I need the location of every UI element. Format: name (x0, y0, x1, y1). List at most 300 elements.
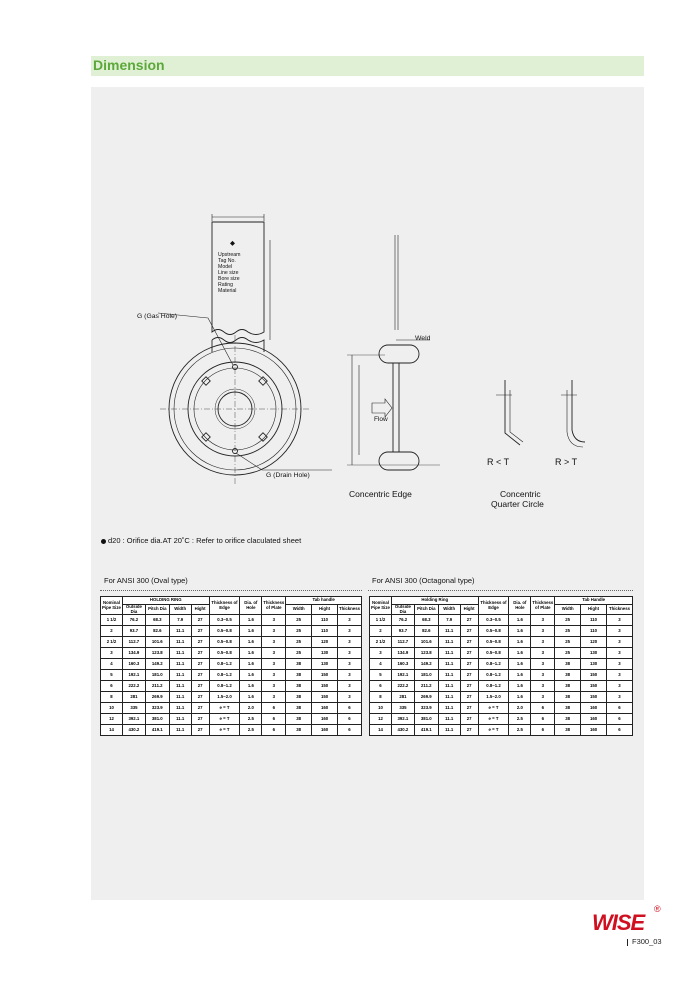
table-cell: 6 (262, 703, 286, 714)
table-cell: 11.1 (169, 714, 191, 725)
table-cell: 6 (606, 703, 632, 714)
table-cell: 3 (262, 670, 286, 681)
table-cell: 7.9 (169, 615, 191, 626)
table-cell: 3 (262, 626, 286, 637)
table-row (101, 681, 362, 692)
table-row (101, 692, 362, 703)
table-cell: 130 (312, 659, 338, 670)
table-cell: 27 (460, 703, 478, 714)
table-cell: 101.6 (414, 637, 438, 648)
table-cell: 11.1 (438, 637, 460, 648)
table-cell: 2 1/2 (101, 637, 123, 648)
table-cell: 160.3 (391, 659, 414, 670)
table-cell: 149.2 (414, 659, 438, 670)
table-cell: 381.0 (414, 714, 438, 725)
flow-label: Flow (374, 416, 388, 423)
table-cell: 76.2 (122, 615, 145, 626)
table-cell: 27 (191, 692, 209, 703)
table-cell: 4 (370, 659, 392, 670)
oval-table-caption: For ANSI 300 (Oval type) (104, 576, 188, 585)
table-cell: 27 (460, 637, 478, 648)
table-cell: 110 (581, 615, 607, 626)
table-row (101, 659, 362, 670)
table-cell: 0.5~0.8 (478, 648, 509, 659)
table-cell: 38 (286, 703, 312, 714)
table-cell: 3 (337, 626, 361, 637)
table-cell: 430.2 (122, 725, 145, 736)
table-cell: 0.5~0.8 (209, 637, 240, 648)
table-cell: 392.1 (122, 714, 145, 725)
table-cell: 4 (101, 659, 123, 670)
table-cell: 10 (370, 703, 392, 714)
table-cell: 110 (312, 626, 338, 637)
table-cell: 11.1 (169, 626, 191, 637)
table-cell: 1 1/2 (370, 615, 392, 626)
table-row (101, 626, 362, 637)
table-cell: 14 (101, 725, 123, 736)
table-cell: 82.6 (145, 626, 169, 637)
table-cell: 1.6 (240, 681, 262, 692)
table-cell: 2.5 (240, 725, 262, 736)
table-cell: 150 (581, 681, 607, 692)
r-less-than-t-label: R < T (487, 457, 510, 467)
table-cell: 76.2 (391, 615, 414, 626)
registered-mark: ® (654, 904, 661, 914)
table-cell: 149.2 (145, 659, 169, 670)
table-cell: 160 (312, 714, 338, 725)
header-outside: Outside Dia (391, 605, 414, 615)
header-tab-width: Width (555, 605, 581, 615)
table-cell: 11.1 (438, 670, 460, 681)
table-cell: 211.2 (145, 681, 169, 692)
table-cell: 0.8~1.2 (478, 681, 509, 692)
table-cell: 38 (286, 659, 312, 670)
table-cell: 130 (581, 648, 607, 659)
table-row (370, 659, 633, 670)
table-cell: 3 (337, 659, 361, 670)
header-dia-hole: Dia. of Hole (509, 597, 531, 615)
table-cell: 3 (370, 648, 392, 659)
wise-logo: WISE (592, 910, 645, 935)
table-cell: 27 (191, 626, 209, 637)
table-cell: 160 (581, 714, 607, 725)
table-cell: 12 (101, 714, 123, 725)
tag-line-rating: Rating (218, 282, 233, 288)
table-cell: 25 (555, 648, 581, 659)
table-cell: 27 (460, 648, 478, 659)
table-cell: 8 (370, 692, 392, 703)
table-cell: 5 (370, 670, 392, 681)
table-cell: 3 (262, 637, 286, 648)
table-row (101, 670, 362, 681)
tag-line-tag-no: Tag No. (218, 258, 236, 264)
table-cell: 27 (191, 681, 209, 692)
table-row (370, 670, 633, 681)
table-row (370, 637, 633, 648)
table-cell: 27 (460, 725, 478, 736)
table-cell: 2 (101, 626, 123, 637)
weld-label: Weld (415, 335, 431, 342)
table-row (370, 648, 633, 659)
table-cell: 38 (286, 681, 312, 692)
header-height: Hight (191, 605, 209, 615)
table-cell: 1.6 (240, 637, 262, 648)
table-cell: e = T (478, 703, 509, 714)
table-cell: 10 (101, 703, 123, 714)
table-cell: 38 (286, 692, 312, 703)
table-cell: 11.1 (169, 703, 191, 714)
table-cell: 3 (337, 670, 361, 681)
table-cell: e = T (209, 725, 240, 736)
table-cell: 38 (555, 681, 581, 692)
table-cell: 11.1 (438, 626, 460, 637)
side-bottom-ring (379, 452, 419, 470)
oval-divider (100, 590, 362, 591)
table-cell: 2.5 (509, 725, 531, 736)
table-cell: 11.1 (438, 648, 460, 659)
table-cell: e = T (209, 714, 240, 725)
table-cell: 11.1 (169, 692, 191, 703)
table-cell: 3 (262, 648, 286, 659)
table-cell: 6 (262, 725, 286, 736)
header-width: Width (169, 605, 191, 615)
table-cell: 192.1 (122, 670, 145, 681)
section-title: Dimension (93, 57, 165, 73)
table-cell: 27 (191, 659, 209, 670)
table-cell: 392.1 (391, 714, 414, 725)
table-cell: 160 (581, 703, 607, 714)
table-cell: 25 (286, 648, 312, 659)
table-row (370, 615, 633, 626)
table-cell: 0.5~0.8 (209, 648, 240, 659)
table-row (370, 626, 633, 637)
table-cell: 6 (606, 714, 632, 725)
table-cell: 82.6 (414, 626, 438, 637)
table-cell: 0.8~1.2 (209, 670, 240, 681)
table-cell: 1.6 (240, 615, 262, 626)
table-cell: 281 (391, 692, 414, 703)
table-cell: 110 (581, 626, 607, 637)
tag-line-line-size: Line size (218, 270, 239, 276)
table-cell: 25 (286, 637, 312, 648)
svg-text:◆: ◆ (230, 240, 235, 247)
table-cell: 160 (312, 703, 338, 714)
table-cell: 1.6 (240, 670, 262, 681)
table-cell: 11.1 (169, 681, 191, 692)
table-row (101, 725, 362, 736)
table-cell: 0.8~1.2 (478, 670, 509, 681)
table-cell: 38 (555, 692, 581, 703)
table-cell: 27 (191, 637, 209, 648)
table-cell: 1.6 (509, 681, 531, 692)
table-cell: 3 (262, 681, 286, 692)
octagonal-dimension-table (369, 596, 633, 736)
table-cell: 3 (531, 648, 555, 659)
table-cell: 6 (531, 714, 555, 725)
header-pitch: Pitch Dia (145, 605, 169, 615)
table-cell: 160.3 (122, 659, 145, 670)
concentric-label: Concentric (500, 489, 541, 499)
header-tab-thickness: Thickness (606, 605, 632, 615)
table-cell: 27 (191, 725, 209, 736)
table-cell: 3 (531, 692, 555, 703)
concentric-edge-label: Concentric Edge (349, 489, 412, 499)
header-nominal: Nominal Pipe Size (370, 597, 392, 615)
table-row (370, 703, 633, 714)
table-cell: 3 (531, 681, 555, 692)
page-reference: F300_03 (627, 937, 662, 946)
table-cell: 38 (286, 670, 312, 681)
table-row (101, 703, 362, 714)
table-cell: 2.0 (240, 703, 262, 714)
table-cell: 7.9 (438, 615, 460, 626)
table-cell: 6 (337, 725, 361, 736)
table-cell: 335 (391, 703, 414, 714)
table-cell: 269.9 (414, 692, 438, 703)
table-cell: 1.6 (240, 626, 262, 637)
table-cell: 38 (286, 725, 312, 736)
table-row (370, 725, 633, 736)
table-cell: 27 (191, 615, 209, 626)
table-cell: 3 (606, 659, 632, 670)
table-row (101, 648, 362, 659)
header-nominal: Nominal Pipe Size (101, 597, 123, 615)
table-cell: 134.9 (122, 648, 145, 659)
table-cell: 2 (370, 626, 392, 637)
table-cell: 8 (101, 692, 123, 703)
table-cell: 25 (286, 626, 312, 637)
table-cell: 150 (581, 670, 607, 681)
table-cell: 6 (531, 725, 555, 736)
table-cell: 27 (460, 714, 478, 725)
table-cell: 3 (337, 681, 361, 692)
table-cell: 3 (531, 659, 555, 670)
table-cell: 181.0 (145, 670, 169, 681)
table-cell: 0.5~0.8 (478, 626, 509, 637)
table-cell: 11.1 (169, 725, 191, 736)
table-cell: 3 (337, 692, 361, 703)
tag-line-bore-size: Bore size (218, 276, 240, 282)
table-cell: 11.1 (438, 714, 460, 725)
table-cell: 1.6 (509, 626, 531, 637)
header-holding-ring: HOLDING RING (122, 597, 209, 605)
table-cell: 1.6 (509, 659, 531, 670)
table-cell: 3 (101, 648, 123, 659)
table-cell: 211.2 (414, 681, 438, 692)
table-cell: 1.6 (509, 637, 531, 648)
table-cell: 25 (555, 615, 581, 626)
table-cell: 27 (191, 703, 209, 714)
table-cell: 0.5~0.8 (478, 637, 509, 648)
table-cell: 6 (337, 703, 361, 714)
r-greater-than-t-label: R > T (555, 457, 578, 467)
table-cell: 269.9 (145, 692, 169, 703)
orifice-note: d20 : Orifice dia.AT 20˚C : Refer to orifice claculated sheet (101, 536, 301, 545)
table-cell: 3 (337, 648, 361, 659)
table-cell: 123.8 (145, 648, 169, 659)
table-cell: 68.3 (145, 615, 169, 626)
table-row (370, 681, 633, 692)
table-cell: 11.1 (438, 725, 460, 736)
table-cell: 27 (460, 692, 478, 703)
table-cell: 1.6 (509, 692, 531, 703)
table-cell: 3 (606, 615, 632, 626)
header-tab-handle: Tab Handle (555, 597, 633, 605)
table-cell: e = T (478, 725, 509, 736)
table-row (370, 692, 633, 703)
table-cell: 38 (555, 670, 581, 681)
table-cell: 3 (337, 637, 361, 648)
table-cell: 1.6 (240, 692, 262, 703)
header-outside: Outside Dia (122, 605, 145, 615)
table-cell: 3 (531, 637, 555, 648)
table-cell: 38 (555, 703, 581, 714)
table-cell: 3 (262, 692, 286, 703)
tag-line-upstream: Upstream (218, 252, 241, 258)
table-cell: 150 (581, 692, 607, 703)
header-pitch: Pitch Dia (414, 605, 438, 615)
table-cell: 323.9 (414, 703, 438, 714)
table-cell: 6 (531, 703, 555, 714)
table-cell: 38 (286, 714, 312, 725)
table-cell: 3 (606, 692, 632, 703)
header-plate: Thickness of Plate (531, 597, 555, 615)
table-cell: 120 (581, 637, 607, 648)
table-cell: 1.5~2.0 (478, 692, 509, 703)
quarter-circle-label: Quarter Circle (491, 499, 544, 509)
table-cell: 181.0 (414, 670, 438, 681)
table-cell: 160 (312, 725, 338, 736)
table-cell: 2.5 (240, 714, 262, 725)
table-cell: 27 (460, 670, 478, 681)
table-cell: 192.1 (391, 670, 414, 681)
table-cell: 430.2 (391, 725, 414, 736)
table-cell: 2 1/2 (370, 637, 392, 648)
table-cell: 27 (191, 670, 209, 681)
table-cell: 11.1 (438, 703, 460, 714)
table-cell: 27 (191, 648, 209, 659)
table-cell: 5 (101, 670, 123, 681)
table-cell: 123.8 (414, 648, 438, 659)
table-cell: 130 (312, 648, 338, 659)
table-row (101, 615, 362, 626)
table-cell: 3 (337, 615, 361, 626)
table-row (101, 637, 362, 648)
table-cell: 0.3~0.5 (209, 615, 240, 626)
table-cell: 1.6 (509, 648, 531, 659)
table-cell: 38 (555, 659, 581, 670)
table-cell: e = T (478, 714, 509, 725)
table-cell: 11.1 (438, 692, 460, 703)
table-cell: 419.1 (414, 725, 438, 736)
table-cell: 0.8~1.2 (209, 659, 240, 670)
table-cell: 3 (606, 626, 632, 637)
table-cell: 27 (460, 626, 478, 637)
table-cell: 25 (555, 637, 581, 648)
table-cell: 6 (606, 725, 632, 736)
header-tab-height: Hight (581, 605, 607, 615)
table-cell: 112.7 (391, 637, 414, 648)
table-cell: 6 (101, 681, 123, 692)
header-tab-thickness: Thickness (337, 605, 361, 615)
table-cell: 6 (262, 714, 286, 725)
table-cell: 222.2 (122, 681, 145, 692)
table-cell: 3 (531, 670, 555, 681)
table-cell: 3 (531, 615, 555, 626)
table-cell: 6 (370, 681, 392, 692)
tag-line-material: Material (218, 288, 237, 294)
table-cell: 27 (460, 681, 478, 692)
table-cell: 3 (262, 615, 286, 626)
table-cell: 335 (122, 703, 145, 714)
table-cell: 150 (312, 681, 338, 692)
header-height: Hight (460, 605, 478, 615)
table-cell: 134.9 (391, 648, 414, 659)
table-cell: 68.3 (414, 615, 438, 626)
table-cell: 1.6 (240, 659, 262, 670)
table-cell: 1.6 (509, 615, 531, 626)
table-cell: 130 (581, 659, 607, 670)
oval-dimension-table (100, 596, 362, 736)
table-cell: 27 (460, 615, 478, 626)
table-cell: 323.9 (145, 703, 169, 714)
table-cell: 38 (555, 725, 581, 736)
table-cell: 0.5~0.8 (209, 626, 240, 637)
table-cell: 3 (606, 648, 632, 659)
table-cell: 3 (606, 681, 632, 692)
table-cell: 1.5~2.0 (209, 692, 240, 703)
table-cell: 11.1 (169, 659, 191, 670)
header-plate: Thickness of Plate (262, 597, 286, 615)
table-cell: 3 (606, 670, 632, 681)
table-cell: 2.0 (509, 703, 531, 714)
table-cell: 3 (606, 637, 632, 648)
octagonal-divider (368, 590, 633, 591)
table-cell: e = T (209, 703, 240, 714)
header-tab-width: Width (286, 605, 312, 615)
table-cell: 222.2 (391, 681, 414, 692)
table-cell: 12 (370, 714, 392, 725)
table-cell: 11.1 (169, 648, 191, 659)
table-cell: 11.1 (438, 681, 460, 692)
table-cell: 0.8~1.2 (209, 681, 240, 692)
table-cell: 419.1 (145, 725, 169, 736)
table-cell: 25 (286, 615, 312, 626)
drain-hole-label: G (Drain Hole) (266, 472, 310, 479)
table-cell: 120 (312, 637, 338, 648)
table-cell: 1 1/2 (101, 615, 123, 626)
header-edge: Thickness of Edge (478, 597, 509, 615)
tag-line-model: Model (218, 264, 233, 270)
table-row (101, 714, 362, 725)
table-cell: 101.6 (145, 637, 169, 648)
table-cell: 6 (337, 714, 361, 725)
table-cell: 1.6 (509, 670, 531, 681)
table-cell: 281 (122, 692, 145, 703)
table-cell: 381.0 (145, 714, 169, 725)
gas-hole-label: G (Gas Hole) (137, 313, 178, 320)
table-cell: 150 (312, 670, 338, 681)
header-edge: Thickness of Edge (209, 597, 240, 615)
table-cell: 25 (555, 626, 581, 637)
table-cell: 3 (531, 626, 555, 637)
table-cell: 11.1 (169, 637, 191, 648)
table-cell: 3 (262, 659, 286, 670)
header-tab-height: Hight (312, 605, 338, 615)
table-cell: 93.7 (122, 626, 145, 637)
table-cell: 27 (191, 714, 209, 725)
header-dia-hole: Dia. of Hole (240, 597, 262, 615)
